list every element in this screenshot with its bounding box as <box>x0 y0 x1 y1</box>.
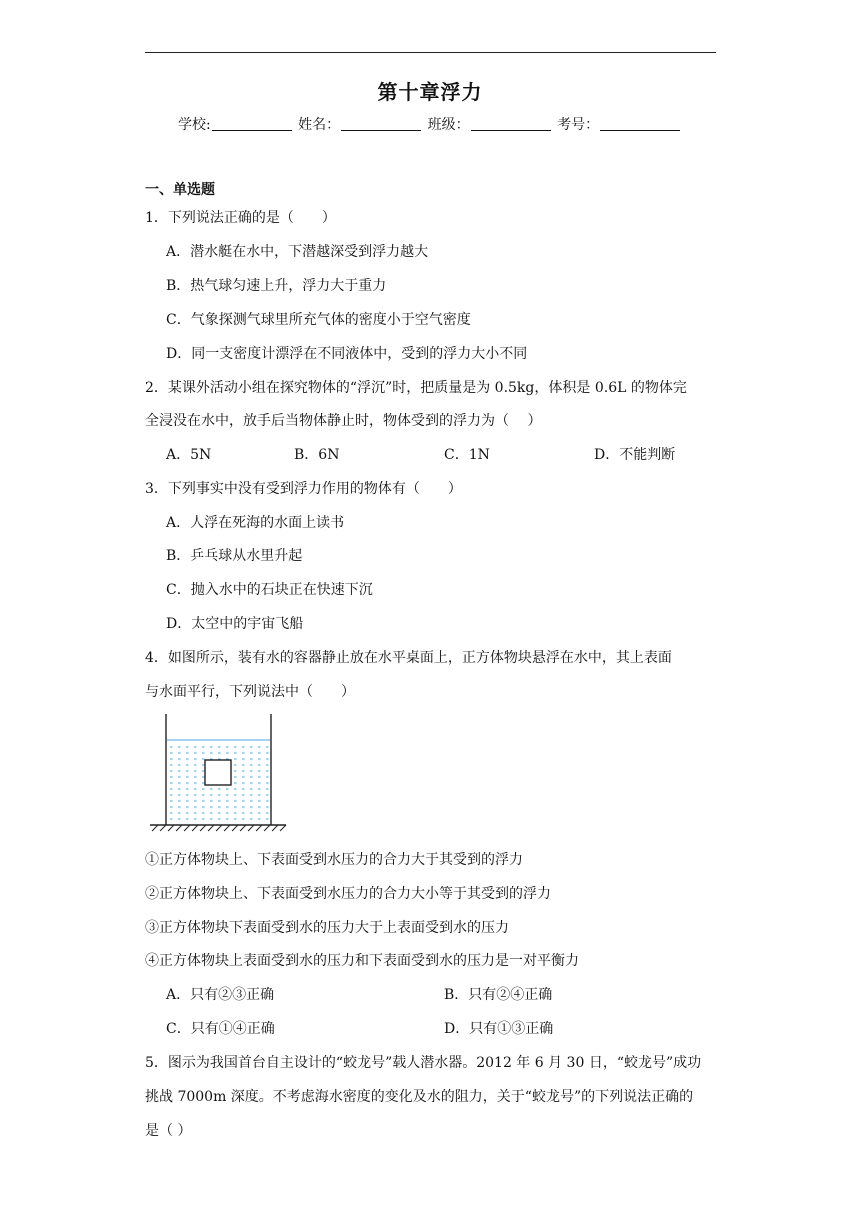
question-3-stem: 3．下列事实中没有受到浮力作用的物体有（ ） <box>145 481 462 497</box>
question-4-stem-line-2: 与水面平行，下列说法中（ ） <box>145 684 355 700</box>
question-5-stem-line-2: 挑战 7000m 深度。不考虑海水密度的变化及水的阻力，关于“蛟龙号”的下列说法正确的 <box>145 1089 694 1105</box>
class-blank[interactable] <box>471 116 551 131</box>
floating-cube <box>205 760 231 785</box>
question-2-stem-line-2: 全浸没在水中，放手后当物体静止时，物体受到的浮力为（ ） <box>145 413 542 429</box>
question-4-statement-1: ①正方体物块上、下表面受到水压力的合力大于其受到的浮力 <box>145 852 523 868</box>
question-3-option-c[interactable]: C．抛入水中的石块正在快速下沉 <box>166 582 373 598</box>
question-2-option-a[interactable]: A．5N <box>166 447 212 463</box>
question-4-option-c[interactable]: C．只有①④正确 <box>166 1021 275 1037</box>
school-blank[interactable] <box>212 116 292 131</box>
question-4-statement-4: ④正方体物块上表面受到水的压力和下表面受到水的压力是一对平衡力 <box>145 953 579 969</box>
question-4-option-b[interactable]: B．只有②④正确 <box>444 987 553 1003</box>
question-5-stem-line-1: 5．图示为我国首台自主设计的“蛟龙号”载人潜水器。2012 年 6 月 30 日，“蛟龙号”成功 <box>145 1055 702 1071</box>
question-4-option-d[interactable]: D．只有①③正确 <box>444 1021 554 1037</box>
container-figure <box>146 714 290 832</box>
student-info-line <box>178 114 682 134</box>
question-4-statement-3: ③正方体物块下表面受到水的压力大于上表面受到水的压力 <box>145 920 509 936</box>
question-3-option-b[interactable]: B．乒乓球从水里升起 <box>166 548 303 564</box>
section-title: 一、单选题 <box>145 182 215 198</box>
school-label: 学校: <box>178 117 211 133</box>
question-4-stem-line-1: 4．如图所示，装有水的容器静止放在水平桌面上，正方体物块悬浮在水中，其上表面 <box>145 650 672 666</box>
name-blank[interactable] <box>341 116 421 131</box>
question-1-option-c[interactable]: C．气象探测气球里所充气体的密度小于空气密度 <box>166 312 471 328</box>
question-4-option-a[interactable]: A．只有②③正确 <box>166 987 275 1003</box>
question-2-option-c[interactable]: C．1N <box>444 447 490 463</box>
question-2-stem-line-1: 2．某课外活动小组在探究物体的“浮沉”时，把质量是为 0.5kg，体积是 0.6L 的物体完 <box>145 380 687 396</box>
header-rule <box>145 52 716 53</box>
class-label: 班级： <box>427 117 470 133</box>
question-2-option-d[interactable]: D．不能判断 <box>594 447 676 463</box>
question-3-option-d[interactable]: D．太空中的宇宙飞船 <box>166 616 304 632</box>
question-5-stem-line-3: 是（ ） <box>145 1123 192 1139</box>
question-1-stem: 1．下列说法正确的是（ ） <box>145 210 336 226</box>
question-3-option-a[interactable]: A．人浮在死海的水面上读书 <box>166 515 345 531</box>
question-4-statement-2: ②正方体物块上、下表面受到水压力的合力大小等于其受到的浮力 <box>145 886 551 902</box>
question-1-option-b[interactable]: B．热气球匀速上升，浮力大于重力 <box>166 278 387 294</box>
table-hatching <box>152 825 286 831</box>
question-2-option-b[interactable]: B．6N <box>294 447 340 463</box>
question-1-option-a[interactable]: A．潜水艇在水中，下潜越深受到浮力越大 <box>166 244 429 260</box>
page-title: 第十章浮力 <box>377 80 483 104</box>
name-label: 姓名： <box>298 117 341 133</box>
exam-number-label: 考号： <box>557 117 600 133</box>
exam-number-blank[interactable] <box>600 116 680 131</box>
question-1-option-d[interactable]: D．同一支密度计漂浮在不同液体中，受到的浮力大小不同 <box>166 346 528 362</box>
